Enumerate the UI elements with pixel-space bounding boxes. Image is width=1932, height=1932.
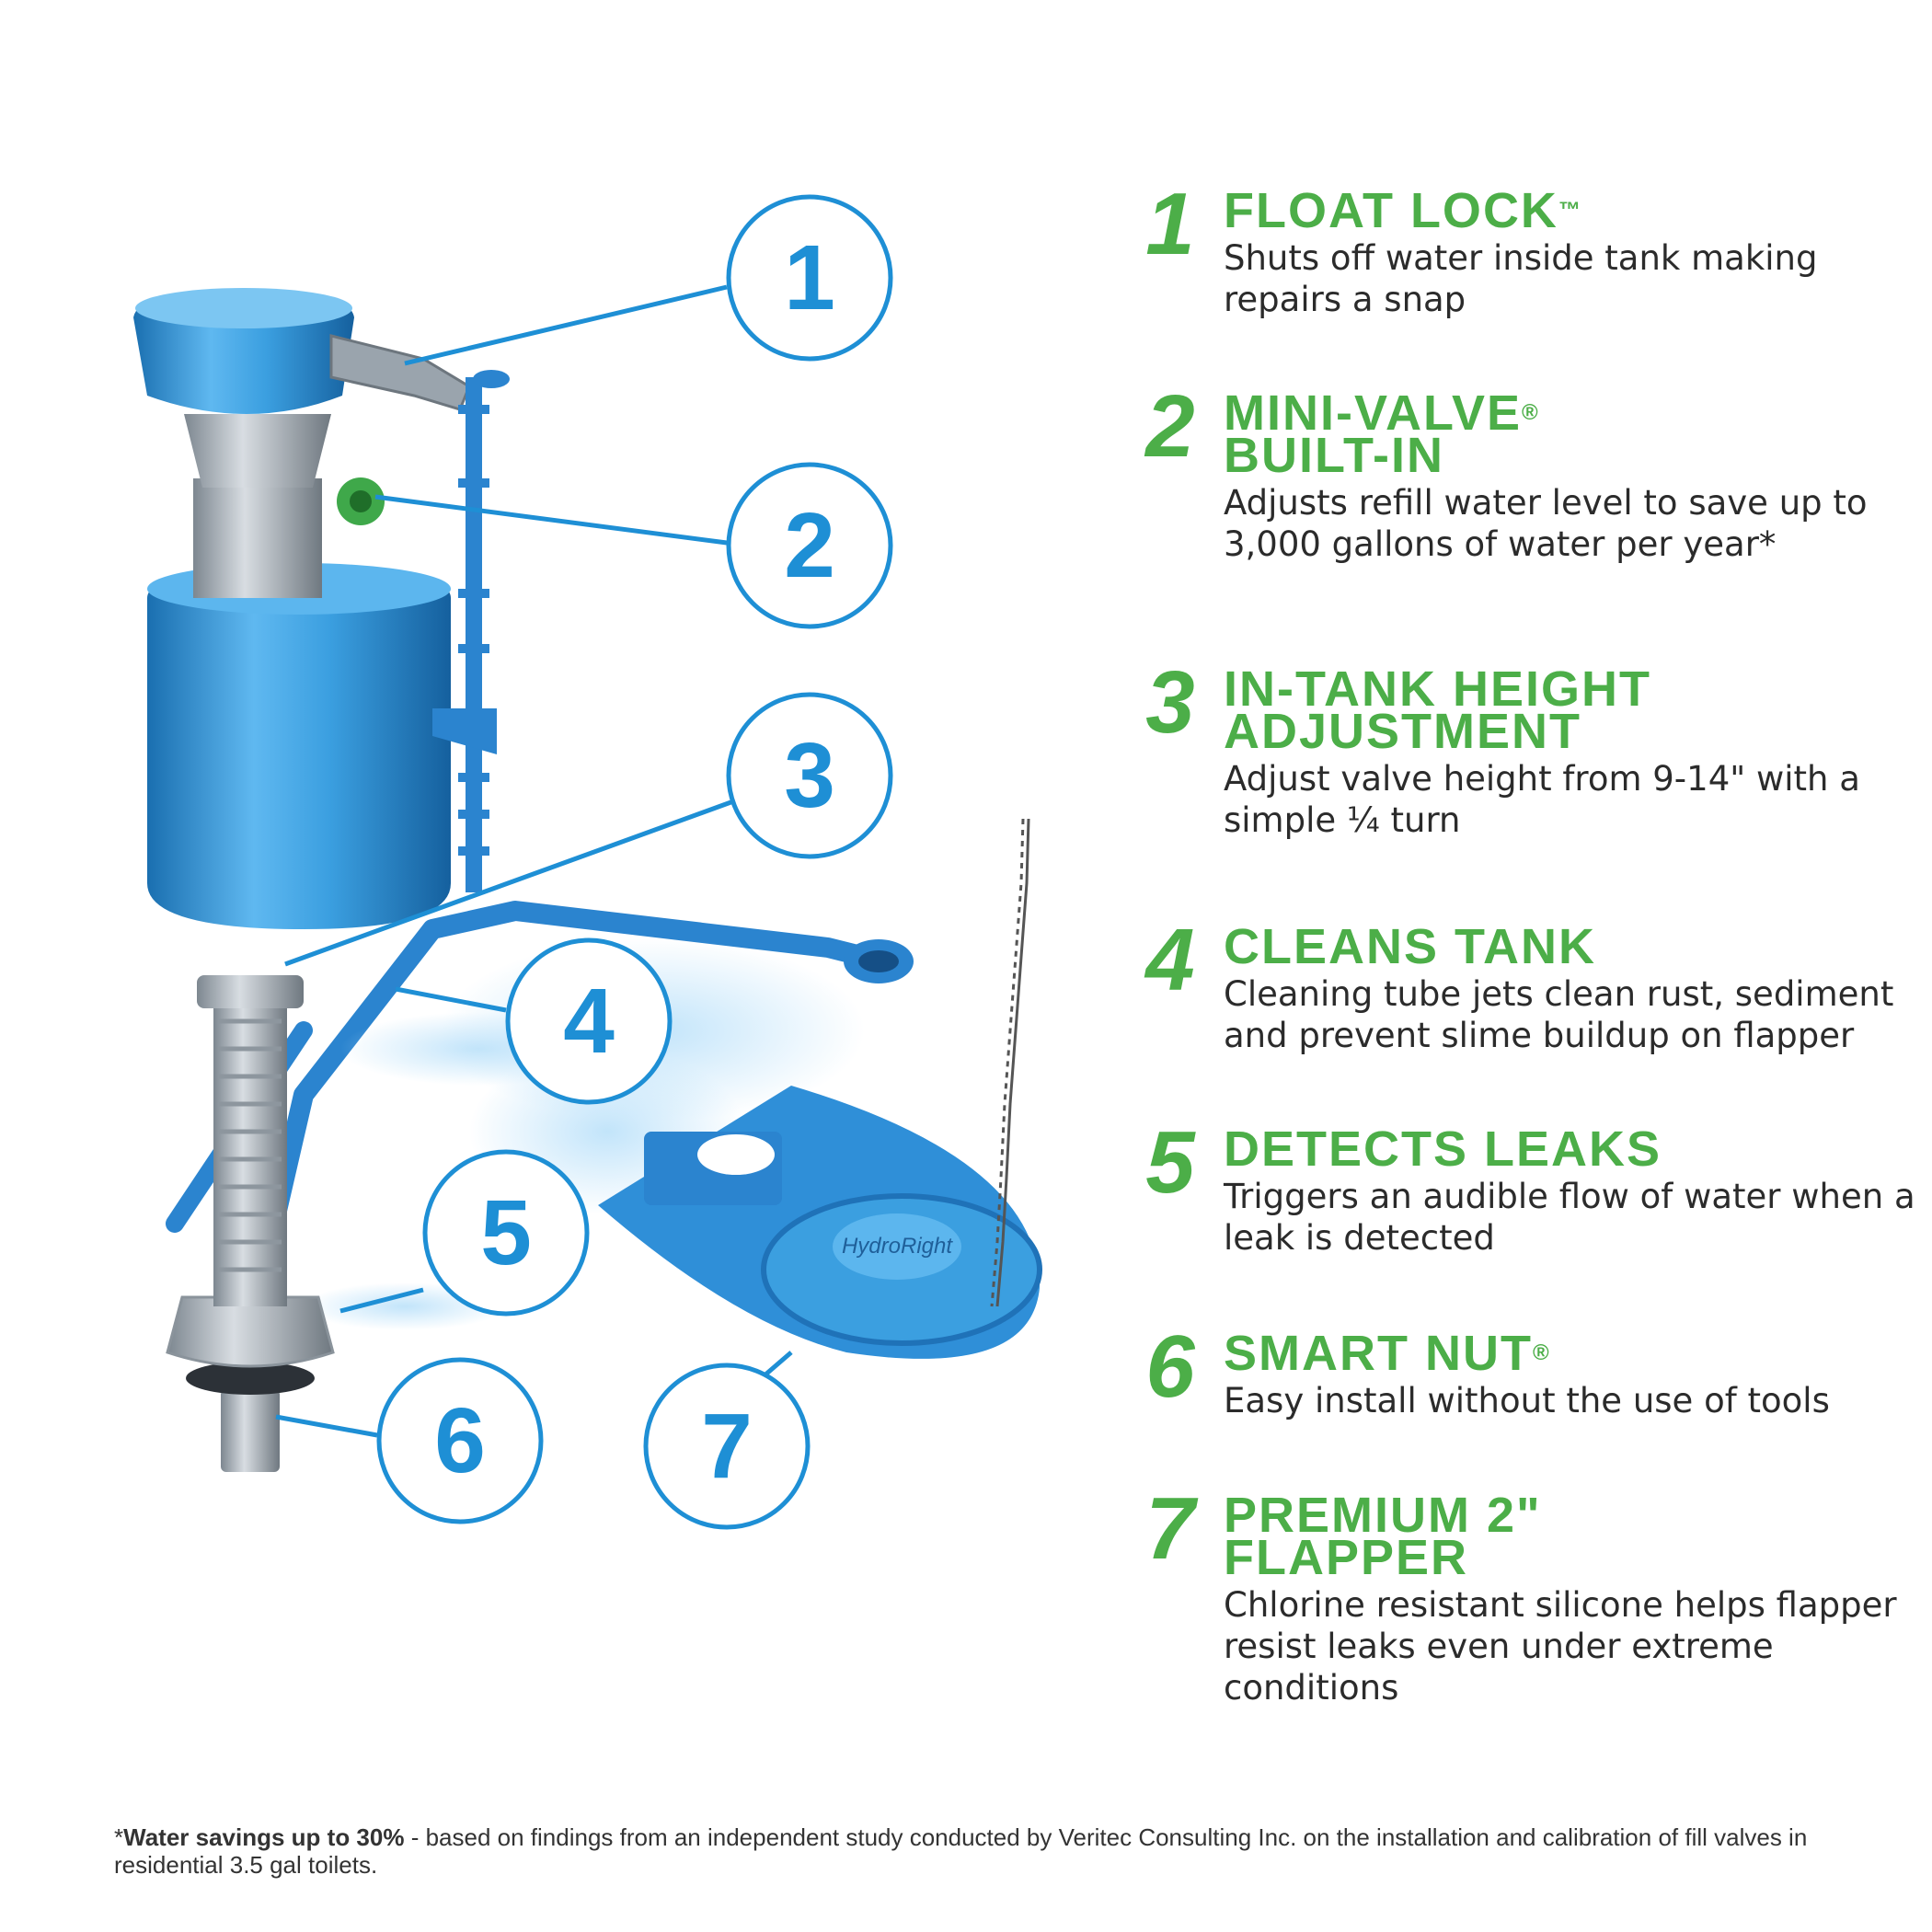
svg-text:3: 3 (784, 724, 835, 827)
feature-description: Adjust valve height from 9-14" with a simple ¼ turn (1224, 759, 1860, 840)
callout-5 (425, 1152, 587, 1314)
svg-text:5: 5 (480, 1181, 532, 1284)
feature-description: Cleaning tube jets clean rust, sediment and prevent slime buildup on flapper (1224, 974, 1894, 1055)
feature-description: Adjusts refill water level to save up to 3,000 gallons of water per year* (1224, 483, 1868, 564)
feature-number: 7 (1145, 1479, 1195, 1578)
feature-number: 1 (1145, 175, 1195, 273)
svg-text:4: 4 (563, 970, 615, 1073)
callout-6 (379, 1360, 541, 1522)
feature-title: CLEANS TANK (1224, 919, 1596, 974)
feature-number: 4 (1145, 911, 1195, 1009)
callout-1 (729, 197, 891, 359)
feature-title: IN-TANK HEIGHT ADJUSTMENT (1224, 661, 1651, 759)
feature-title: SMART NUT® (1224, 1326, 1549, 1381)
feature-description: Easy install without the use of tools (1224, 1381, 1830, 1420)
feature-number: 2 (1145, 377, 1195, 476)
feature-title: MINI-VALVE® BUILT-IN (1224, 385, 1538, 483)
feature-description: Shuts off water inside tank making repairs a snap (1224, 238, 1818, 319)
callout-7 (646, 1365, 808, 1527)
callout-2 (729, 465, 891, 627)
feature-number: 6 (1145, 1317, 1195, 1416)
feature-description: Chlorine resistant silicone helps flapper resist leaks even under extreme conditions (1224, 1585, 1897, 1708)
svg-text:2: 2 (784, 494, 835, 597)
callout-4 (508, 940, 670, 1102)
flapper-logo: HydroRight (841, 1234, 953, 1259)
svg-text:1: 1 (784, 226, 835, 329)
feature-number: 5 (1145, 1113, 1195, 1212)
svg-text:7: 7 (701, 1395, 753, 1498)
feature-title: FLOAT LOCK™ (1224, 183, 1581, 238)
feature-title: PREMIUM 2" FLAPPER (1224, 1488, 1542, 1585)
feature-description: Triggers an audible flow of water when a leak is detected (1224, 1177, 1915, 1258)
footnote: *Water savings up to 30% - based on findings from an independent study conducted by Veritec Consulting Inc. on the installation and calibration of fill valves in residential 3.5 gal toilets. (114, 1823, 1808, 1879)
callout-3 (729, 695, 891, 857)
svg-text:6: 6 (434, 1389, 486, 1492)
feature-title: DETECTS LEAKS (1224, 1121, 1662, 1177)
feature-number: 3 (1145, 653, 1195, 752)
